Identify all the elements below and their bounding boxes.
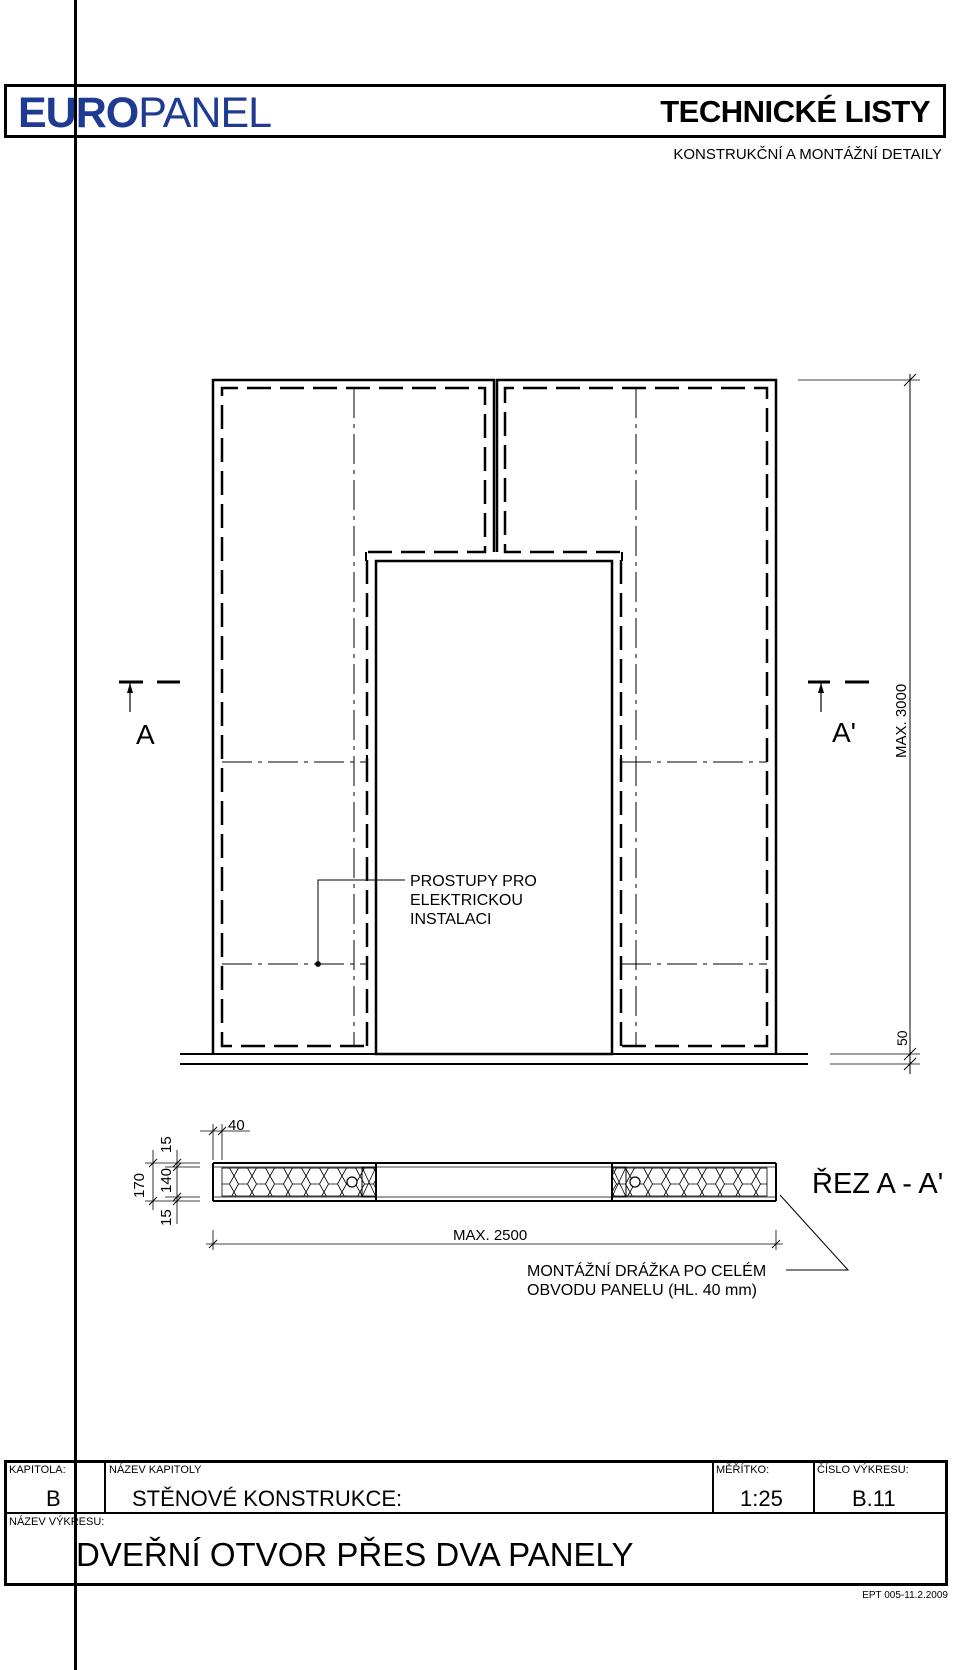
page-title: TECHNICKÉ LISTY bbox=[660, 94, 930, 129]
page-subtitle: KONSTRUKČNÍ A MONTÁŽNÍ DETAILY bbox=[673, 146, 942, 163]
chapter-name-label: NÁZEV KAPITOLY bbox=[109, 1464, 202, 1476]
chapter-label: KAPITOLA: bbox=[9, 1464, 66, 1476]
drawing-number-label: ČÍSLO VÝKRESU: bbox=[817, 1464, 909, 1476]
logo-bold-part: EURO bbox=[18, 89, 139, 137]
dim-core: 140 bbox=[158, 1167, 175, 1193]
door-opening bbox=[376, 561, 612, 1054]
section-view bbox=[145, 1124, 848, 1270]
groove-note-leader bbox=[780, 1195, 848, 1270]
dim-bottom: 15 bbox=[158, 1209, 175, 1226]
dim-groove: 40 bbox=[228, 1117, 245, 1134]
dim-total: 170 bbox=[131, 1172, 148, 1198]
note-line-2: ELEKTRICKOU bbox=[410, 892, 523, 909]
note-leader bbox=[318, 880, 405, 964]
outlet-dot bbox=[316, 962, 321, 967]
groove-note-line-2: OBVODU PANELU (HL. 40 mm) bbox=[527, 1282, 757, 1299]
drawing-name-label: NÁZEV VÝKRESU: bbox=[9, 1516, 105, 1528]
dim-width: MAX. 2500 bbox=[453, 1227, 528, 1244]
drawing-name-value: DVEŘNÍ OTVOR PŘES DVA PANELY bbox=[76, 1536, 634, 1573]
scale-label: MĚŘÍTKO: bbox=[716, 1464, 770, 1476]
section-mark-left: A bbox=[136, 719, 155, 750]
height-dimension: MAX. 3000 bbox=[893, 683, 910, 758]
section-mark-right: A' bbox=[832, 717, 857, 748]
chapter-value: B bbox=[46, 1486, 61, 1511]
elevation-view bbox=[119, 374, 920, 1074]
section-title: ŘEZ A - A' bbox=[812, 1168, 944, 1200]
scale-value: 1:25 bbox=[740, 1486, 783, 1511]
drawing-number-value: B.11 bbox=[852, 1486, 896, 1511]
conduit-right bbox=[630, 1177, 640, 1187]
chapter-name-value: STĚNOVÉ KONSTRUKCE: bbox=[132, 1486, 403, 1511]
logo-light-part: PANEL bbox=[138, 89, 272, 137]
note-line-3: INSTALACI bbox=[410, 911, 492, 928]
dim-top: 15 bbox=[158, 1136, 175, 1153]
groove-note-line-1: MONTÁŽNÍ DRÁŽKA PO CELÉM bbox=[527, 1263, 767, 1280]
note-line-1: PROSTUPY PRO bbox=[410, 873, 537, 890]
document-code: EPT 005-11.2.2009 bbox=[862, 1590, 948, 1601]
base-dimension: 50 bbox=[894, 1030, 910, 1046]
conduit-left bbox=[347, 1177, 357, 1187]
